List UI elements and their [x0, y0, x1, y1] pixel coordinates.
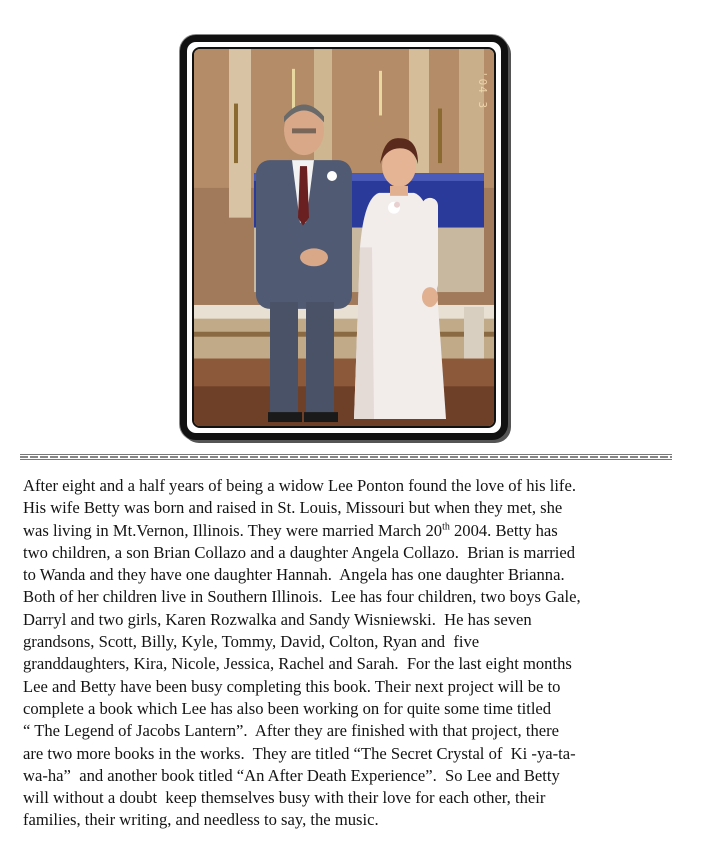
- bio-line: families, their writing, and needless to say, the music.: [23, 810, 379, 830]
- divider-line: [20, 454, 672, 460]
- bio-line: was living in Mt.Vernon, Illinois. They were married March 20th 2004. Betty has: [23, 520, 558, 540]
- bio-paragraph: [23, 475, 713, 832]
- bio-line: Darryl and two girls, Karen Rozwalka and Sandy Wisniewski. He has seven: [23, 609, 532, 629]
- bio-line: complete a book which Lee has also been working on for quite some time titled: [23, 698, 552, 718]
- bio-line: grandsons, Scott, Billy, Kyle, Tommy, David, Colton, Ryan and five: [23, 632, 480, 652]
- photo-frame: [180, 35, 508, 440]
- couple-photo: [192, 47, 496, 428]
- bio-line: “ The Legend of Jacobs Lantern”. After they are finished with that project, there: [23, 721, 560, 741]
- bio-line: two children, a son Brian Collazo and a daughter Angela Collazo. Brian is married: [23, 542, 576, 562]
- bio-line: granddaughters, Kira, Nicole, Jessica, Rachel and Sarah. For the last eight months: [23, 654, 572, 674]
- bio-line: to Wanda and they have one daughter Hannah. Angela has one daughter Brianna.: [23, 565, 565, 585]
- bio-line: wa-ha” and another book titled “An After Death Experience”. So Lee and Betty: [23, 765, 560, 785]
- photo-date-stamp: '04 3: [476, 71, 489, 110]
- ordinal-suffix: th: [442, 521, 450, 533]
- bio-line: Both of her children live in Southern Illinois. Lee has four children, two boys Gale,: [23, 587, 581, 607]
- bio-line: Lee and Betty have been busy completing this book. Their next project will be to: [23, 676, 561, 696]
- bio-line: are two more books in the works. They are titled “The Secret Crystal of Ki -ya-ta-: [23, 743, 576, 763]
- bio-line: His wife Betty was born and raised in St. Louis, Missouri but when they met, she: [23, 498, 563, 518]
- couple-photo-image: [194, 49, 494, 426]
- bio-line: will without a doubt keep themselves busy with their love for each other, their: [23, 788, 546, 808]
- bio-line: After eight and a half years of being a widow Lee Ponton found the love of his life.: [23, 476, 576, 495]
